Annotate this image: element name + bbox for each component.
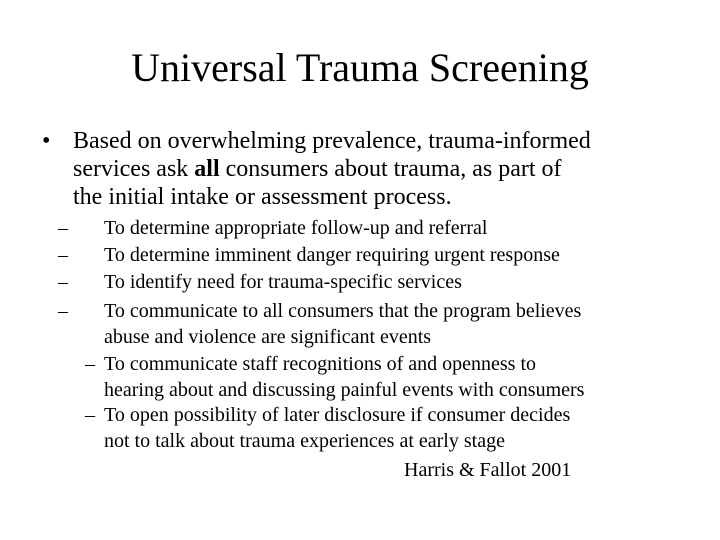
dash-marker: – (85, 353, 95, 375)
sub-item-text: To determine imminent danger requiring urgent response (104, 244, 560, 266)
main-bullet-line-2-start: services ask (73, 156, 195, 182)
bullet-marker: • (42, 128, 51, 154)
sub-item-line-1: To open possibility of later disclosure if consumer decides (104, 404, 571, 426)
slide-title: Universal Trauma Screening (131, 45, 589, 90)
dash-marker: – (58, 300, 68, 322)
sub-item-text (104, 403, 570, 454)
sub-item-line-2: hearing about and discussing painful events with consumers (104, 378, 585, 401)
dash-marker: – (85, 404, 95, 426)
main-bullet-line-1: Based on overwhelming prevalence, trauma-informed (73, 128, 591, 154)
dash-marker: – (58, 244, 68, 266)
main-bullet-line-3: the initial intake or assessment process. (73, 184, 452, 210)
dash-marker: – (58, 271, 68, 293)
main-bullet-line-2 (73, 155, 713, 183)
citation: Harris & Fallot 2001 (404, 459, 572, 481)
sub-item-text (104, 352, 584, 403)
sub-item-text (104, 299, 581, 350)
dash-marker: – (58, 217, 68, 239)
sub-item-line-2: not to talk about trauma experiences at early stage (104, 429, 505, 452)
main-bullet-line-2-end: consumers about trauma, as part of (219, 156, 562, 182)
emphasis-all: all (194, 156, 220, 182)
main-bullet-text (73, 127, 713, 211)
sub-item-text: To determine appropriate follow-up and referral (104, 217, 488, 239)
sub-item-text: To identify need for trauma-specific services (104, 271, 462, 293)
sub-item-line-2: abuse and violence are significant events (104, 325, 432, 348)
sub-item-line-1: To communicate staff recognitions of and openness to (104, 353, 537, 375)
sub-item-line-1: To communicate to all consumers that the program believes (104, 300, 582, 322)
